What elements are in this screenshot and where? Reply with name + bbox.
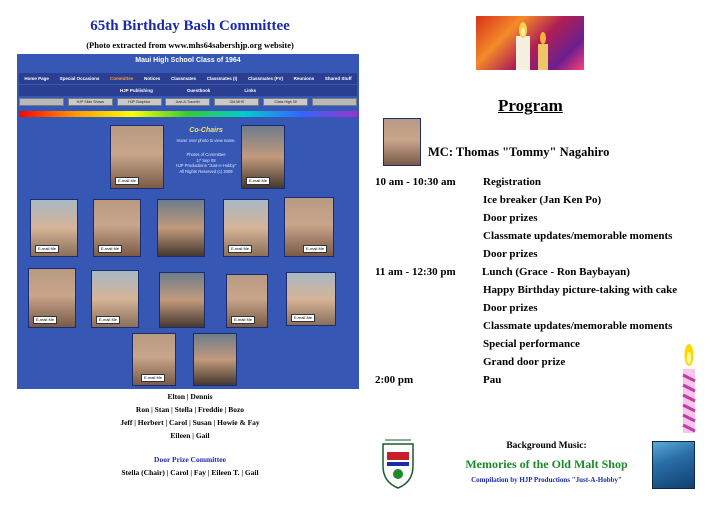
- nav-item[interactable]: Classmates (FV): [247, 76, 283, 81]
- member-photo[interactable]: [30, 199, 78, 257]
- schedule-time: 10 am - 10:30 am: [375, 176, 456, 188]
- schedule-item: Classmate updates/memorable moments: [483, 320, 673, 332]
- candle-flame-icon: [476, 16, 584, 70]
- nav-item[interactable]: Shared Stuff: [324, 76, 352, 81]
- cochairs-caption: [173, 152, 239, 174]
- email-me-button[interactable]: E-mail Me: [141, 374, 165, 382]
- door-prize-members: Stella (Chair) | Carol | Fay | Eileen T. | Gail: [121, 468, 259, 477]
- member-photo[interactable]: [226, 274, 268, 328]
- schedule-item: Grand door prize: [483, 356, 566, 368]
- schedule-item: Ice breaker (Jan Ken Po): [483, 194, 602, 206]
- nav-item[interactable]: Links: [244, 88, 257, 93]
- nav-item[interactable]: HJP Publishing: [119, 88, 153, 93]
- committee-line: Elton | Dennis: [167, 392, 213, 401]
- member-photo[interactable]: [132, 333, 176, 386]
- email-me-button[interactable]: E-mail Me: [96, 316, 120, 324]
- music-name: Memories of the Old Malt Shop: [465, 457, 628, 471]
- schedule-item: Door prizes: [483, 302, 538, 314]
- music-title: Background Music:: [506, 441, 587, 451]
- nav-item[interactable]: Classmates (I): [206, 76, 238, 81]
- site-nav-row-2: [19, 85, 357, 96]
- cochairs-title: Co-Chairs: [189, 127, 223, 134]
- program-heading: Program: [498, 96, 563, 115]
- door-prize-committee-title: Door Prize Committee: [154, 455, 226, 464]
- nav-button[interactable]: Class High 50: [263, 98, 308, 106]
- schedule-item: Lunch (Grace - Ron Baybayan): [482, 266, 630, 278]
- nav-item[interactable]: Classmates: [170, 76, 197, 81]
- email-me-button[interactable]: E-mail Me: [303, 245, 327, 253]
- nav-button[interactable]: HJP Graphics: [117, 98, 162, 106]
- email-me-button[interactable]: E-mail Me: [33, 316, 57, 324]
- schedule-item: Door prizes: [483, 212, 538, 224]
- schedule-time: 2:00 pm: [375, 374, 414, 386]
- member-photo[interactable]: [28, 268, 76, 328]
- member-photo[interactable]: [159, 272, 205, 328]
- nav-button[interactable]: Just-A-Travelin': [165, 98, 210, 106]
- email-me-button[interactable]: E-mail Me: [228, 245, 252, 253]
- school-seal-icon: [377, 436, 419, 490]
- member-photo[interactable]: [93, 199, 141, 257]
- cd-cover-image: [652, 441, 695, 489]
- source-note: (Photo extracted from www.mhs64sabershjp.org website): [86, 40, 294, 50]
- cochair-photo[interactable]: [241, 125, 285, 189]
- candles-image: [476, 16, 584, 70]
- nav-button-blank[interactable]: [312, 98, 357, 106]
- schedule-item: Door prizes: [483, 248, 538, 260]
- schedule-item: Registration: [483, 176, 542, 188]
- email-me-button[interactable]: E-mail Me: [115, 177, 139, 185]
- member-photo[interactable]: [193, 333, 237, 386]
- nav-item-active[interactable]: Committee: [110, 76, 134, 81]
- nav-item[interactable]: Notices: [144, 76, 161, 81]
- committee-line: Eileen | Gail: [170, 431, 210, 440]
- nav-item[interactable]: Special Occasions: [59, 76, 100, 81]
- nav-item[interactable]: Reunions: [293, 76, 315, 81]
- member-photo[interactable]: [91, 270, 139, 328]
- email-me-button[interactable]: E-mail Me: [98, 245, 122, 253]
- email-me-button[interactable]: E-mail Me: [35, 245, 59, 253]
- mc-photo: [383, 118, 421, 166]
- cochairs-info: [173, 127, 239, 192]
- rainbow-divider: [19, 111, 357, 117]
- music-credit: Compilation by HJP Productions "Just-A-Hobby": [471, 476, 622, 484]
- nav-button[interactable]: HJP Slide Shows: [68, 98, 113, 106]
- committee-title: 65th Birthday Bash Committee: [90, 18, 290, 34]
- schedule-item: Special performance: [483, 338, 580, 350]
- caption-line: Photos of Committee: [186, 152, 226, 157]
- nav-item[interactable]: Guestbook: [186, 88, 211, 93]
- email-me-button[interactable]: E-mail Me: [231, 316, 255, 324]
- schedule-item: Happy Birthday picture-taking with cake: [483, 284, 678, 296]
- schedule-item: Pau: [483, 374, 502, 386]
- member-photo[interactable]: [284, 197, 334, 257]
- site-nav-row-3: [19, 98, 357, 107]
- cochairs-hint: Hover over photo to view name.: [176, 138, 236, 143]
- email-me-button[interactable]: E-mail Me: [291, 314, 315, 322]
- site-header-title: Maui High School Class of 1964: [135, 57, 241, 64]
- committee-line: Jeff | Herbert | Carol | Susan | Howie & Fay: [120, 418, 260, 427]
- nav-item[interactable]: Home Page: [24, 76, 49, 81]
- member-photo[interactable]: [286, 272, 336, 326]
- schedule-time: 11 am - 12:30 pm: [375, 266, 456, 278]
- nav-button-blank[interactable]: [19, 98, 64, 106]
- email-me-button[interactable]: E-mail Me: [246, 177, 270, 185]
- birthday-candle-icon: [681, 343, 697, 435]
- member-photo[interactable]: [223, 199, 269, 257]
- site-nav-row-1: [19, 73, 357, 84]
- website-screenshot: [17, 54, 359, 389]
- caption-line: 17 Sep 08: [196, 157, 216, 163]
- caption-line: HJP Productions "Just-A-Hobby": [175, 163, 237, 168]
- nav-button[interactable]: Old MHS: [214, 98, 259, 106]
- schedule-item: Classmate updates/memorable moments: [483, 230, 673, 242]
- caption-line: All Rights Reserved (c) 2009: [179, 168, 233, 174]
- member-photo[interactable]: [157, 199, 205, 257]
- cochair-photo[interactable]: [110, 125, 164, 189]
- mc-line: MC: Thomas "Tommy" Nagahiro: [428, 145, 610, 159]
- committee-line: Ron | Stan | Stella | Freddie | Bozo: [135, 405, 245, 414]
